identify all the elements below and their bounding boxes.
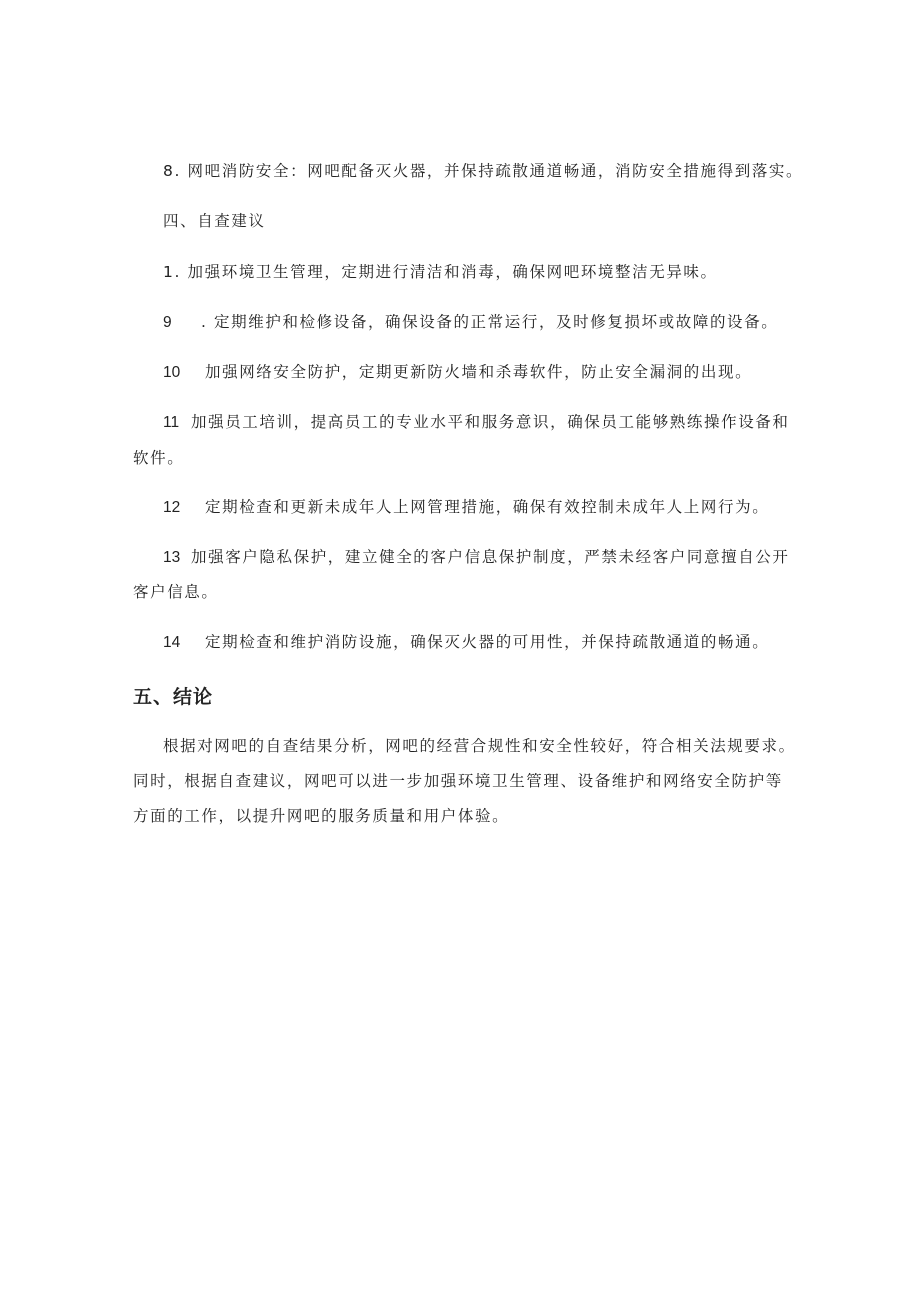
suggestion-9-number: 9 [163,314,172,331]
suggestion-13 [163,547,790,568]
suggestion-14-number: 14 [163,634,181,651]
conclusion-line-2: 同时，根据自查建议，网吧可以进一步加强环境卫生管理、设备维护和网络安全防护等 [133,772,783,790]
suggestion-13-text-line2: 客户信息。 [133,583,219,601]
section-5-title: 五、结论 [133,686,214,708]
suggestion-1: 1. 加强环境卫生管理，定期进行清洁和消毒，确保网吧环境整洁无异味。 [163,263,718,281]
suggestion-12 [163,497,769,518]
suggestion-11-text-line2: 软件。 [133,449,185,467]
suggestion-14-text: 定期检查和维护消防设施，确保灭火器的可用性，并保持疏散通道的畅通。 [205,633,770,651]
suggestion-14 [163,632,769,653]
section-4-title: 四、自查建议 [163,212,266,230]
suggestion-12-text: 定期检查和更新未成年人上网管理措施，确保有效控制未成年人上网行为。 [205,498,770,516]
suggestion-10-text: 加强网络安全防护，定期更新防火墙和杀毒软件，防止安全漏洞的出现。 [205,363,753,381]
suggestion-9 [163,312,778,333]
suggestion-10 [163,362,752,383]
suggestion-13-number: 13 [163,549,181,566]
item-8: 8. 网吧消防安全：网吧配备灭火器，并保持疏散通道畅通，消防安全措施得到落实。 [163,162,804,180]
suggestion-13-text-line1: 加强客户隐私保护，建立健全的客户信息保护制度，严禁未经客户同意擅自公开 [191,548,790,566]
suggestion-12-number: 12 [163,499,181,516]
conclusion-line-3: 方面的工作，以提升网吧的服务质量和用户体验。 [133,807,510,825]
conclusion-line-1: 根据对网吧的自查结果分析，网吧的经营合规性和安全性较好，符合相关法规要求。 [163,737,796,755]
suggestion-9-text: . 定期维护和检修设备，确保设备的正常运行，及时修复损坏或故障的设备。 [201,313,779,331]
suggestion-11-number: 11 [163,414,180,431]
suggestion-11-text-line1: 加强员工培训，提高员工的专业水平和服务意识，确保员工能够熟练操作设备和 [191,413,790,431]
suggestion-10-number: 10 [163,364,181,381]
suggestion-11 [163,412,790,433]
